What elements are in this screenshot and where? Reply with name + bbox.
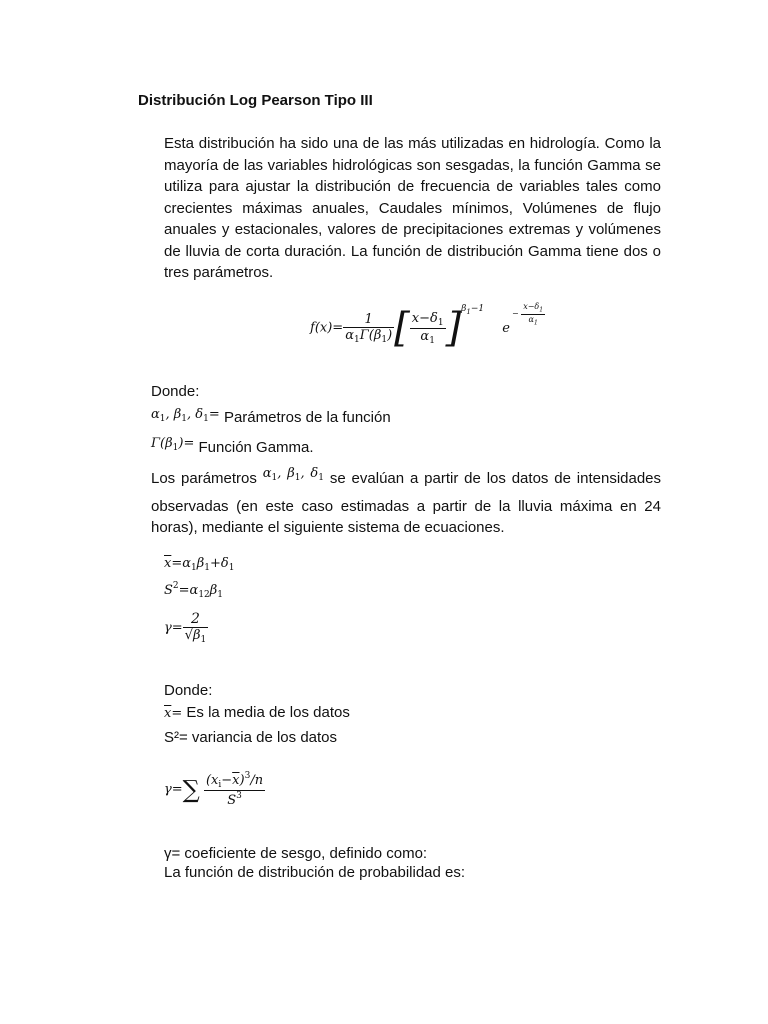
definition-skew: γ= coeficiente de sesgo, definido como: — [164, 845, 428, 862]
params-symbol: $\alpha_1$, $\beta_1$, $\delta_1=$ — [151, 407, 220, 424]
mean-equation: $\overline{x}=\alpha_1\beta_1+\delta_1$ — [164, 556, 235, 573]
intro-paragraph: Esta distribución ha sido una de las más utilizadas en hidrología. Como la mayoría de las variables hidrológicas son sesgadas, la función Gamma se utiliza para ajustar la distribución de frecuencia de variables tales como crecientes máximas anuales, Caudales mínimos, Volúmenes de flujo anuales y estacionales, valores de precipitaciones extremas y volúmenes de lluvia de corta duración. La función de distribución Gamma tiene dos o tres parámetros. — [164, 135, 661, 281]
definition-params — [151, 405, 391, 424]
variance-equation: $S^2=\alpha_{12}\beta_1$ — [164, 581, 224, 600]
gamma-definition: Función Gamma. — [198, 439, 314, 456]
donde-label-1: Donde: — [151, 383, 200, 400]
params-paragraph: Los parámetros $\alpha_1$, $\beta_1$, $\delta_1$ se evalúan a partir de los datos de intensidades observadas (en este caso estimadas a partir de la lluvia máxima en 24 horas), mediante el siguiente sistema de ecuaciones. — [151, 466, 662, 536]
gamma-function-symbol: $\Gamma(\beta_1)=$ — [151, 436, 195, 453]
mean-definition: Es la media de los datos — [186, 704, 350, 721]
mean-symbol: $\overline{x}=$ — [164, 706, 183, 721]
params-definition: Parámetros de la función — [223, 409, 391, 426]
definition-gamma — [151, 434, 314, 456]
definition-mean — [164, 704, 350, 721]
skew-equation: γ= $\frac{2}{√\beta_1}$ — [164, 611, 207, 645]
section-title: Distribución Log Pearson Tipo III — [138, 92, 373, 109]
definition-variance: S²= variancia de los datos — [164, 729, 338, 746]
skew-coefficient-formula: γ=∑ $\frac{(x_i-\overline{x})^3/n}{S^3}$ — [164, 771, 264, 808]
closing-text: La función de distribución de probabilidad es: — [164, 864, 466, 881]
params-inline-symbol: $\alpha_1$, $\beta_1$, $\delta_1$ — [262, 466, 324, 483]
gamma-density-formula: f(x)= $\frac{1}{\alpha_1\Gamma(\beta_1)}$ [ $\frac{x-\delta_1}{\alpha_1}$ ]$^{\beta_1-1}$ e− $\frac{x-\delta_1}{\alpha_1}$ — [310, 302, 544, 351]
donde-label-2: Donde: — [164, 682, 213, 699]
